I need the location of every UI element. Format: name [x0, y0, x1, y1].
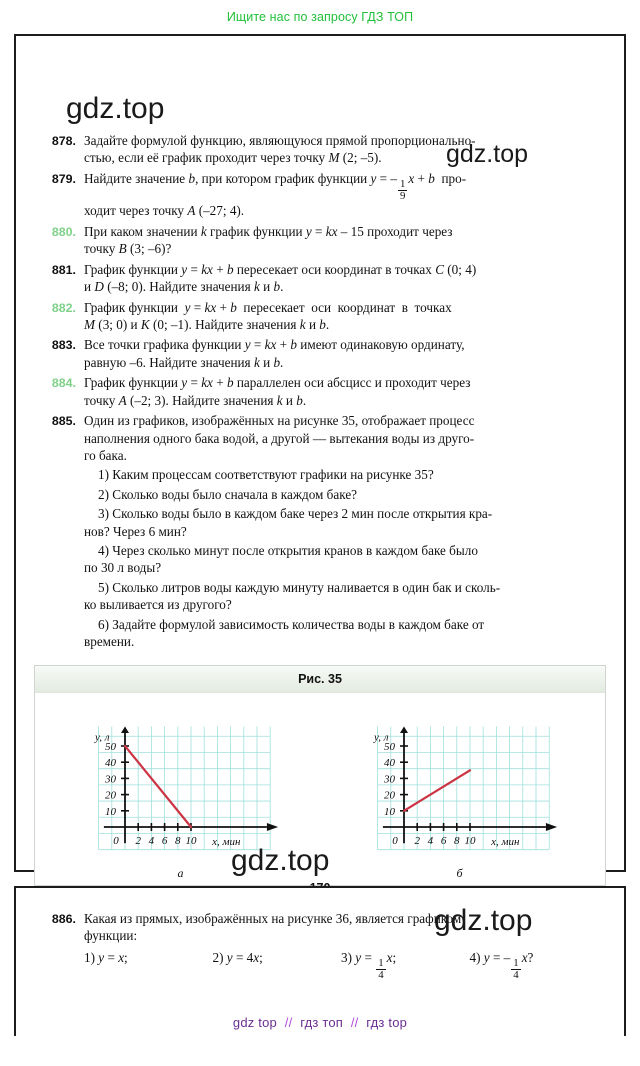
exercise-line: Один из графиков, изображённых на рисунке 35, отображает процесс	[84, 413, 475, 429]
svg-text:2: 2	[414, 834, 420, 847]
exercise-number: 879.	[51, 171, 76, 186]
exercise-subitem-cont: времени.	[84, 634, 135, 650]
watermark-gdz-top-2: gdz.top	[446, 140, 529, 168]
exercise-line: Все точки графика функции y = kx + b имеют одинаковую ординату,	[84, 337, 465, 353]
option-label: 3)	[341, 949, 352, 965]
exercise-number: 885.	[51, 414, 76, 429]
option-label: 2)	[212, 949, 224, 965]
exercise-line: наполнения одного бака водой, а другой — вытекания воды из друго-	[84, 430, 475, 446]
footer-wm-c: гдз top	[366, 1015, 408, 1030]
promo-text: Ищите нас по запросу ГДЗ ТОП	[226, 10, 414, 24]
exercise-number: 886.	[51, 912, 76, 926]
exercise-subitem-cont: нов? Через 6 мин?	[84, 523, 187, 539]
exercise-text	[84, 910, 598, 981]
plot-a	[73, 703, 288, 863]
exercise-line: стью, если её график проходит через точку M (2; –5).	[84, 150, 382, 166]
exercise-number: 884.	[51, 376, 76, 391]
exercise-text	[84, 336, 598, 371]
tick-labels-a	[94, 731, 241, 848]
svg-text:x, мин: x, мин	[491, 835, 520, 848]
svg-text:10: 10	[384, 805, 395, 818]
option-4: 4) y = – $\frac{1}{4}$ x?	[469, 949, 534, 982]
data-line-b	[404, 770, 470, 811]
exercise-subitem-cont: ко выливается из другого?	[84, 597, 232, 613]
exercise-878	[42, 132, 598, 167]
promo-banner	[0, 0, 640, 34]
exercise-line: M (3; 0) и K (0; –1). Найдите значения k и b.	[84, 316, 330, 332]
exercise-text	[84, 132, 598, 167]
footer-wm-b: гдз топ	[300, 1015, 344, 1030]
exercise-list	[16, 36, 624, 651]
exercise-number: 883.	[51, 338, 76, 353]
option-3: 3) y = $\frac{1}{4}$ x;	[341, 949, 397, 982]
svg-text:8: 8	[175, 834, 181, 847]
plot-b	[352, 703, 567, 863]
exercise-number: 880.	[51, 224, 76, 239]
svg-text:y, л: y, л	[374, 730, 389, 743]
exercise-line: Найдите значение b, при котором график функции y = – $\frac{1}{9}$ x + b про-	[84, 170, 467, 203]
watermark-gdz-top-4: gdz.top	[434, 904, 533, 937]
footer-wm-sep-1: //	[284, 1015, 293, 1030]
exercise-880	[42, 223, 598, 258]
exercise-text	[84, 374, 598, 409]
svg-text:20: 20	[105, 789, 116, 802]
exercise-line: точку A (–2; 3). Найдите значения k и b.	[84, 392, 307, 408]
footer-wm-sep-2: //	[350, 1015, 359, 1030]
svg-text:50: 50	[384, 740, 395, 753]
plot-a-label: а	[177, 865, 184, 880]
watermark-gdz-top-3: gdz.top	[231, 844, 330, 877]
page-sheet-next	[14, 886, 626, 1036]
exercise-886-options	[84, 949, 598, 982]
exercise-line: График функции y = kx + b пересекает оси координат в точках C (0; 4)	[84, 261, 477, 277]
exercise-886	[42, 910, 598, 981]
figure-caption	[35, 666, 605, 693]
exercise-text	[84, 223, 598, 258]
exercise-line: График функции y = kx + b параллелен оси абсцисс и проходит через	[84, 375, 471, 391]
svg-text:50: 50	[105, 740, 116, 753]
footer-wm-a: gdz top	[232, 1015, 277, 1030]
svg-text:8: 8	[454, 834, 460, 847]
svg-text:10: 10	[464, 834, 476, 847]
exercise-line: Какая из прямых, изображённых на рисунке 36, является графиком	[84, 911, 462, 926]
exercise-subitem: 6) Задайте формулой зависимость количества воды в каждом баке от	[98, 616, 485, 632]
exercise-text	[84, 170, 598, 220]
figure-caption-text: Рис. 35	[298, 671, 342, 686]
exercise-subitem: 2) Сколько воды было сначала в каждом баке?	[98, 486, 358, 502]
svg-text:x, мин: x, мин	[212, 835, 241, 848]
tick-marks-a	[121, 746, 191, 831]
exercise-line: функции:	[84, 928, 138, 944]
svg-text:30: 30	[105, 772, 116, 785]
svg-text:6: 6	[440, 834, 447, 847]
page-sheet-170	[14, 34, 626, 880]
exercise-883	[42, 336, 598, 371]
exercise-text	[84, 261, 598, 296]
option-2: 2) y = 4x;	[212, 949, 263, 965]
exercise-881	[42, 261, 598, 296]
exercise-line: Задайте формулой функцию, являющуюся прямой пропорционально-	[84, 133, 476, 148]
exercise-line: го бака.	[84, 447, 127, 463]
svg-text:40: 40	[384, 756, 395, 769]
exercise-text	[84, 412, 598, 650]
svg-text:10: 10	[105, 805, 116, 818]
exercise-882	[42, 299, 598, 334]
exercise-line: График функции y = kx + b пересекает оси координат в точках	[84, 299, 452, 315]
exercise-number: 882.	[51, 300, 76, 315]
svg-text:10: 10	[185, 834, 197, 847]
exercise-subitem: 1) Каким процессам соответствуют графики на рисунке 35?	[98, 467, 434, 483]
exercise-subitem-cont: по 30 л воды?	[84, 560, 162, 576]
option-1: 1) y = x;	[84, 949, 128, 965]
exercise-text	[84, 299, 598, 334]
exercise-line: точку B (3; –6)?	[84, 241, 172, 257]
exercise-line: и D (–8; 0). Найдите значения k и b.	[84, 279, 284, 295]
exercise-886-block	[16, 888, 624, 981]
figure-body	[35, 693, 605, 885]
exercise-line: равную –6. Найдите значения k и b.	[84, 354, 284, 370]
exercise-line: ходит через точку A (–27; 4).	[84, 203, 245, 219]
exercise-subitem: 4) Через сколько минут после открытия кранов в каждом баке было	[98, 543, 478, 559]
exercise-number: 881.	[51, 262, 76, 277]
plot-b-label: б	[456, 865, 463, 880]
plot-a-container	[73, 703, 288, 881]
option-label: 1)	[84, 949, 95, 965]
svg-text:30: 30	[384, 772, 395, 785]
option-label: 4)	[469, 949, 481, 965]
svg-text:6: 6	[161, 834, 168, 847]
exercise-number: 878.	[51, 134, 76, 148]
tick-marks-b	[400, 746, 470, 831]
exercise-884	[42, 374, 598, 409]
exercise-subitem: 5) Сколько литров воды каждую минуту наливается в один бак и сколь-	[98, 579, 501, 595]
svg-text:4: 4	[148, 834, 155, 847]
svg-text:0: 0	[392, 834, 398, 847]
data-line-a	[125, 746, 191, 827]
exercise-subitem: 3) Сколько воды было в каждом баке через 2 мин после открытия кра-	[98, 506, 493, 522]
footer-watermark	[16, 1015, 624, 1030]
svg-text:0: 0	[113, 834, 119, 847]
svg-text:20: 20	[384, 789, 395, 802]
plot-b-container	[352, 703, 567, 881]
exercise-line: При каком значении k график функции y = kx – 15 проходит через	[84, 223, 453, 239]
watermark-gdz-top-1: gdz.top	[66, 92, 165, 125]
svg-text:40: 40	[105, 756, 116, 769]
svg-text:4: 4	[427, 834, 434, 847]
exercise-885	[42, 412, 598, 650]
tick-labels-b	[373, 731, 520, 848]
figure-35	[34, 665, 606, 886]
exercise-879	[42, 170, 598, 220]
svg-text:y, л: y, л	[95, 730, 110, 743]
svg-text:2: 2	[135, 834, 141, 847]
